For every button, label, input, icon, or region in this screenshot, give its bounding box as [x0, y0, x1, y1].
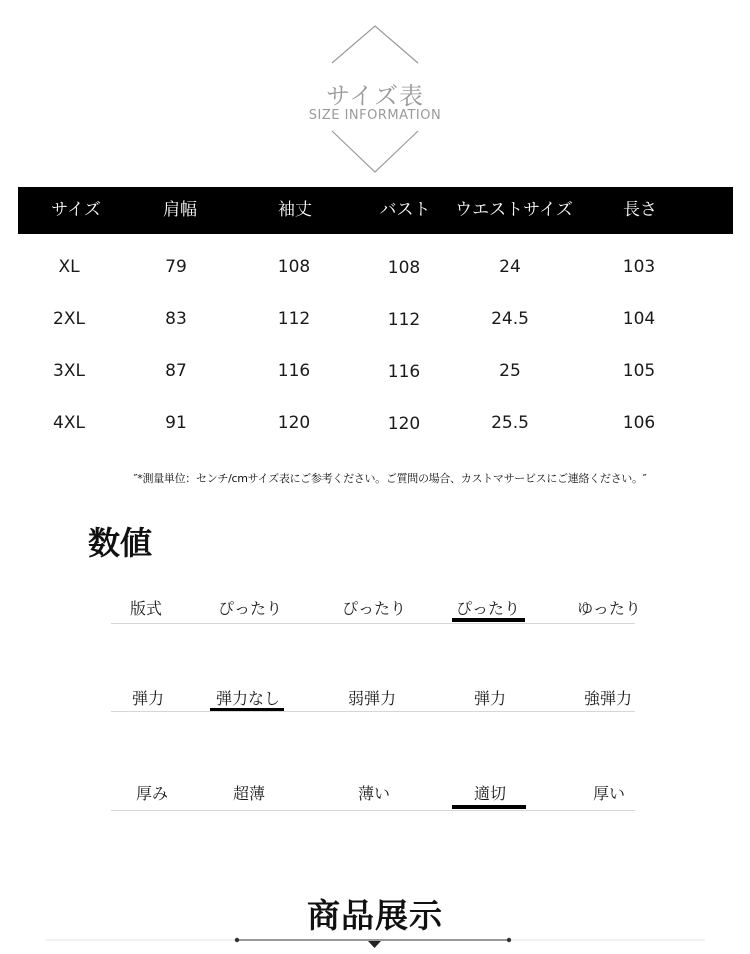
table-cell: 112 [387, 310, 421, 330]
spec-option: 薄い [357, 784, 391, 803]
table-cell: 91 [165, 413, 187, 433]
column-header-sleeve: 袖丈 [278, 200, 312, 220]
table-cell: 83 [165, 309, 187, 329]
spec-option: 弱弾力 [347, 689, 397, 708]
spec-option: 強弾力 [583, 689, 633, 708]
spec-option-selected: ぴったり [455, 599, 521, 618]
table-cell: XL [58, 257, 80, 277]
table-cell: 105 [622, 361, 656, 381]
row-divider [111, 810, 635, 811]
table-cell: 25 [499, 361, 521, 381]
table-cell: 24.5 [491, 309, 529, 329]
size-chart-title: サイズ表 [325, 82, 425, 110]
table-cell: 2XL [53, 309, 85, 329]
column-header-size: サイズ [51, 200, 101, 220]
product-display-divider [0, 930, 750, 954]
spec-option-selected: 弾力なし [215, 689, 281, 708]
row-divider [111, 711, 635, 712]
table-cell: 120 [387, 414, 421, 434]
table-cell: 104 [622, 309, 656, 329]
size-table-header [18, 187, 733, 234]
spec-option-selected: 適切 [473, 784, 507, 803]
table-cell: 106 [622, 413, 656, 433]
table-cell: 116 [387, 362, 421, 382]
table-cell: 103 [622, 257, 656, 277]
selected-indicator-bar [452, 805, 526, 809]
spec-label: 版式 [129, 599, 163, 618]
spec-option: ゆったり [577, 599, 641, 618]
table-cell: 25.5 [491, 413, 529, 433]
table-cell: 116 [277, 361, 311, 381]
column-header-bust: バスト [379, 200, 431, 220]
spec-option: 厚い [592, 784, 626, 803]
table-cell: 87 [165, 361, 187, 381]
table-cell: 4XL [53, 413, 85, 433]
spec-option: 弾力 [473, 689, 507, 708]
row-divider [111, 623, 635, 624]
column-header-length: 長さ [623, 200, 657, 220]
spec-label: 弾力 [131, 689, 165, 708]
spec-option: ぴったり [217, 599, 283, 618]
table-cell: 108 [277, 257, 311, 277]
specs-title: 数値 [88, 524, 153, 562]
table-cell: 79 [165, 257, 187, 277]
size-chart-subtitle: SIZE INFORMATION [308, 108, 442, 123]
measurement-note: ″*測量単位：センチ/cmサイズ表にご参考ください。ご質問の場合、カストマサービスにご連絡ください。″ [133, 472, 647, 485]
column-header-waist: ウエストサイズ [455, 200, 573, 220]
spec-label: 厚み [135, 784, 169, 803]
spec-option: ぴったり [341, 599, 407, 618]
spec-option: 超薄 [232, 784, 266, 803]
table-cell: 24 [499, 257, 521, 277]
selected-indicator-bar [452, 618, 525, 622]
table-cell: 120 [277, 413, 311, 433]
table-cell: 108 [387, 258, 421, 278]
product-display-title: 商品展示 [307, 896, 443, 935]
column-header-shoulder: 肩幅 [163, 200, 197, 220]
table-cell: 3XL [53, 361, 85, 381]
table-cell: 112 [277, 309, 311, 329]
